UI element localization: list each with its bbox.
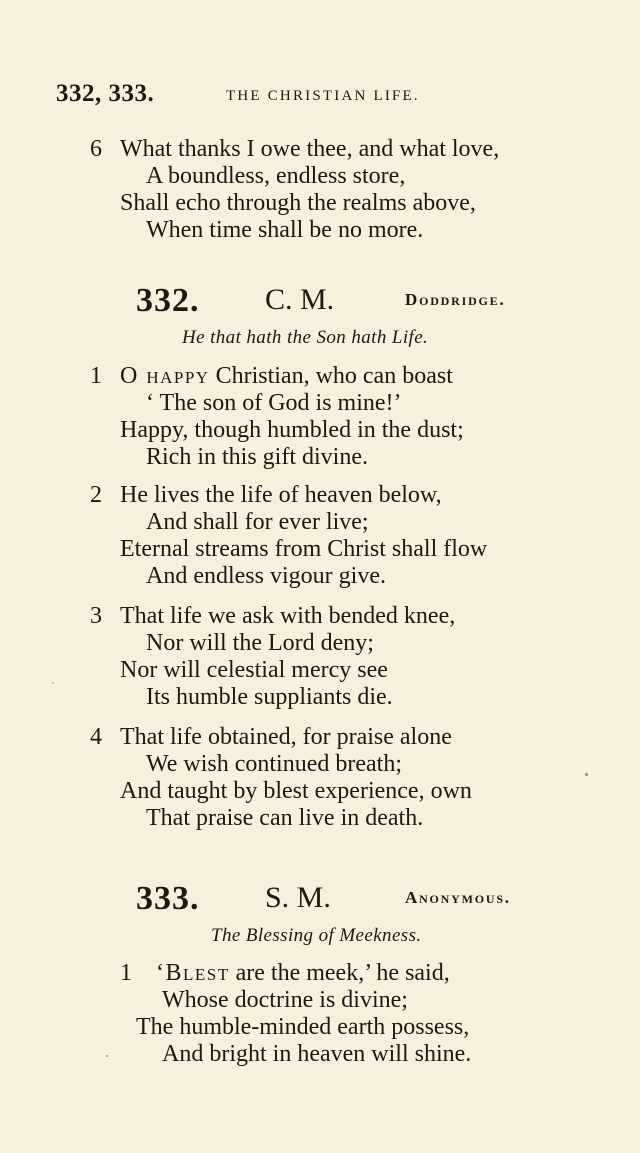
hymn-meter: C. M. bbox=[265, 283, 335, 316]
verse-line: Whose doctrine is divine; bbox=[162, 987, 408, 1013]
hymn-author: Anonymous. bbox=[405, 888, 511, 907]
hymn-number: 333. bbox=[136, 880, 200, 917]
paper-speck bbox=[106, 1055, 108, 1057]
verse-line: Rich in this gift divine. bbox=[146, 444, 368, 470]
verse-line-rest: Christian, who can boast bbox=[209, 363, 453, 389]
hymn-subtitle: He that hath the Son hath Life. bbox=[182, 327, 429, 348]
verse-line: A boundless, endless store, bbox=[146, 163, 406, 189]
hymn-author: Doddridge. bbox=[405, 290, 506, 309]
verse-line: Nor will celestial mercy see bbox=[120, 657, 388, 683]
verse-line: Nor will the Lord deny; bbox=[146, 630, 374, 656]
verse-line: And endless vigour give. bbox=[146, 563, 386, 589]
verse-line: Eternal streams from Christ shall flow bbox=[120, 536, 488, 562]
verse-line: ‘ The son of God is mine!’ bbox=[146, 390, 402, 416]
hymn-subtitle: The Blessing of Meekness. bbox=[211, 925, 422, 946]
verse-line: And taught by blest experience, own bbox=[120, 778, 472, 804]
verse-line: That life we ask with bended knee, bbox=[120, 603, 456, 629]
verse-opening-words: O happy bbox=[120, 363, 210, 389]
verse-opening-words: ‘Blest bbox=[156, 960, 230, 986]
verse-line: We wish continued breath; bbox=[146, 751, 402, 777]
hymn-number: 332. bbox=[136, 282, 200, 319]
verse-number: 3 bbox=[90, 603, 102, 629]
verse-line: He lives the life of heaven below, bbox=[120, 482, 442, 508]
verse-line: That praise can live in death. bbox=[146, 805, 424, 831]
paper-speck bbox=[585, 773, 588, 776]
verse-number: 1 bbox=[90, 363, 102, 389]
verse-line: When time shall be no more. bbox=[146, 217, 424, 243]
verse-line: What thanks I owe thee, and what love, bbox=[120, 136, 500, 162]
verse-line: That life obtained, for praise alone bbox=[120, 724, 452, 750]
verse-line: And shall for ever live; bbox=[146, 509, 369, 535]
verse-number: 6 bbox=[90, 136, 102, 162]
verse-line: And bright in heaven will shine. bbox=[162, 1041, 472, 1067]
verse-line: The humble-minded earth possess, bbox=[136, 1014, 470, 1040]
verse-line-rest: are the meek,’ he said, bbox=[229, 960, 450, 986]
paper-speck bbox=[52, 682, 54, 684]
verse-number: 2 bbox=[90, 482, 102, 508]
verse-number: 1 bbox=[120, 960, 132, 986]
verse-line bbox=[156, 960, 450, 987]
verse-line: Shall echo through the realms above, bbox=[120, 190, 476, 216]
running-hymn-numbers: 332, 333. bbox=[56, 80, 155, 107]
verse-line bbox=[120, 363, 453, 390]
running-title: THE CHRISTIAN LIFE. bbox=[226, 88, 420, 104]
verse-line: Happy, though humbled in the dust; bbox=[120, 417, 464, 443]
hymn-meter: S. M. bbox=[265, 881, 331, 914]
verse-line: Its humble suppliants die. bbox=[146, 684, 393, 710]
verse-number: 4 bbox=[90, 724, 102, 750]
